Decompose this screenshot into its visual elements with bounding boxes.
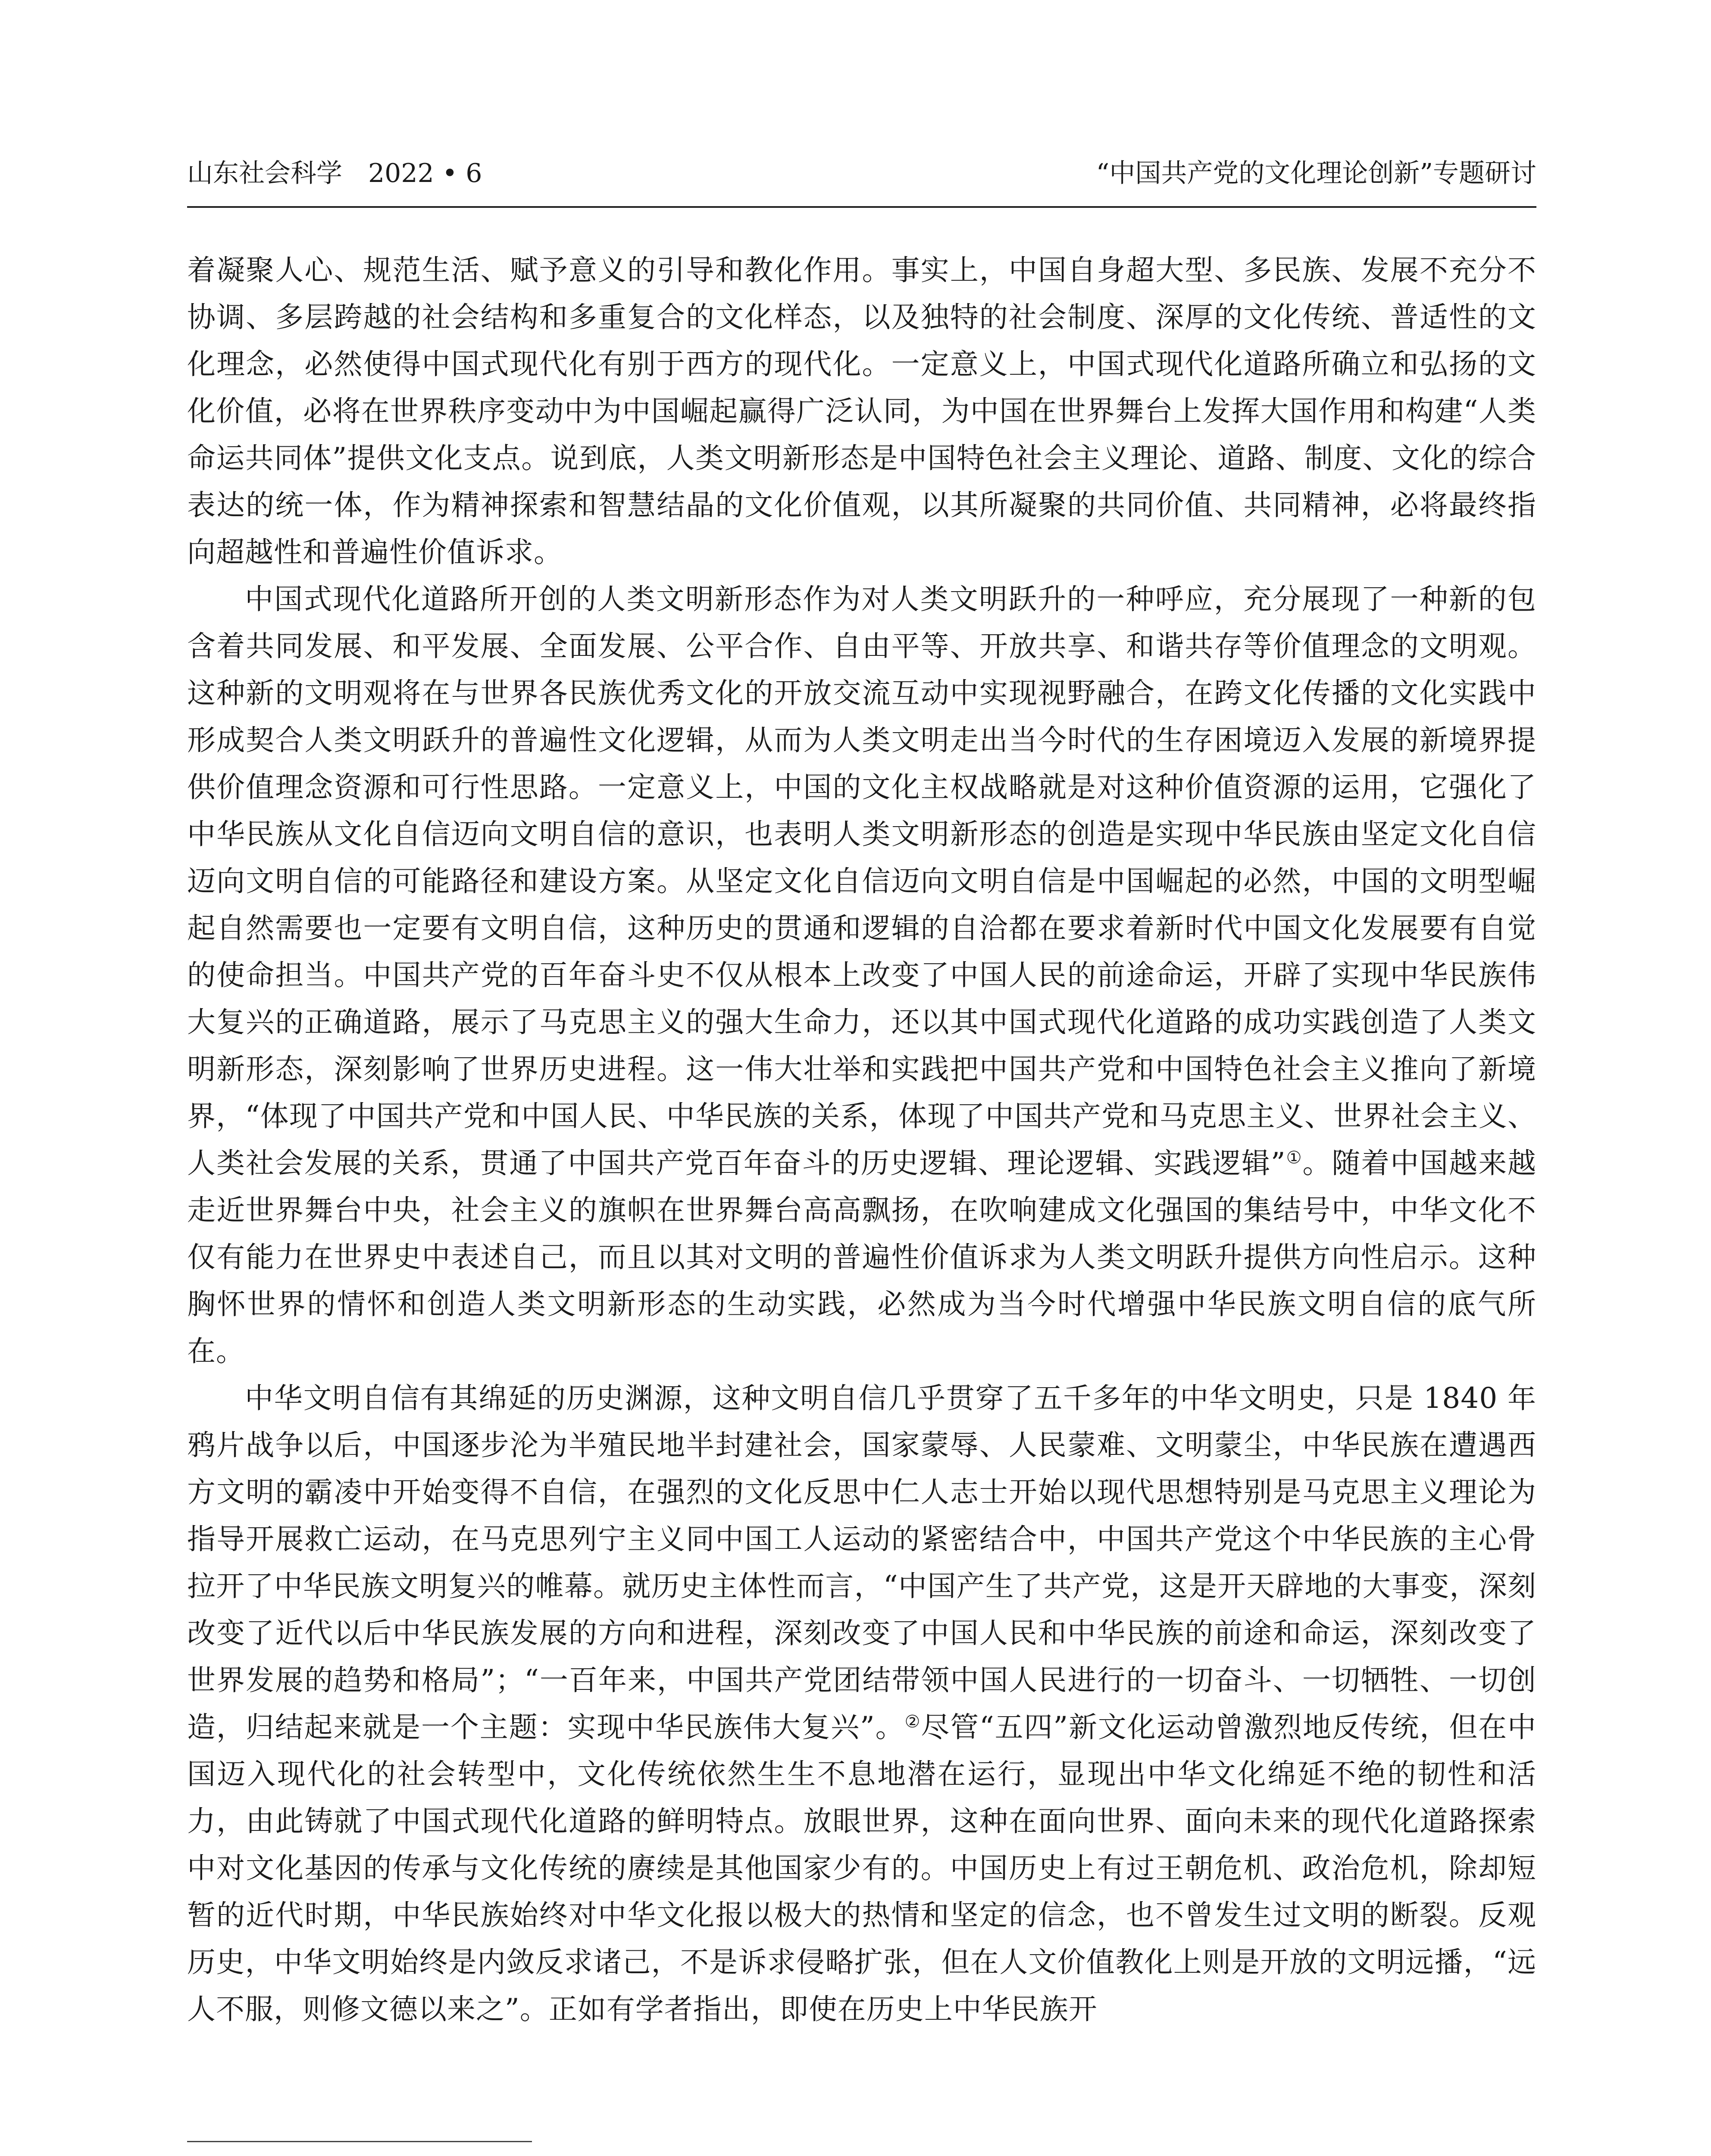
paragraph-3-part-a: 中华文明自信有其绵延的历史渊源，这种文明自信几乎贯穿了五千多年的中华文明史，只是 1840 年鸦片战争以后，中国逐步沦为半殖民地半封建社会，国家蒙辱、人民蒙难、文明蒙尘，中华民族在遭遇西方文明的霸凌中开始变得不自信，在强烈的文化反思中仁人志士开始以现代思想特别是马克思主义理论为指导开展救亡运动，在马克思列宁主义同中国工人运动的紧密结合中，中国共产党这个中华民族的主心骨拉开了中华民族文明复兴的帷幕。就历史主体性而言，“中国产生了共产党，这是开天辟地的大事变，深刻改变了近代以后中华民族发展的方向和进程，深刻改变了中国人民和中华民族的前途和命运，深刻改变了世界发展的趋势和格局”；“一百年来，中国共产党团结带领中国人民进行的一切奋斗、一切牺牲、一切创造，归结起来就是一个主题：实现中华民族伟大复兴”。 [187,1382,1536,1744]
paragraph-3 [187,1375,1536,2033]
paragraph-2-part-a: 中国式现代化道路所开创的人类文明新形态作为对人类文明跃升的一种呼应，充分展现了一种新的包含着共同发展、和平发展、全面发展、公平合作、自由平等、开放共享、和谐共存等价值理念的文明观。这种新的文明观将在与世界各民族优秀文化的开放交流互动中实现视野融合，在跨文化传播的文化实践中形成契合人类文明跃升的普遍性文化逻辑，从而为人类文明走出当今时代的生存困境迈入发展的新境界提供价值理念资源和可行性思路。一定意义上，中国的文化主权战略就是对这种价值资源的运用，它强化了中华民族从文化自信迈向文明自信的意识，也表明人类文明新形态的创造是实现中华民族由坚定文化自信迈向文明自信的可能路径和建设方案。从坚定文化自信迈向文明自信是中国崛起的必然，中国的文明型崛起自然需要也一定要有文明自信，这种历史的贯通和逻辑的自洽都在要求着新时代中国文化发展要有自觉的使命担当。中国共产党的百年奋斗史不仅从根本上改变了中国人民的前途命运，开辟了实现中华民族伟大复兴的正确道路，展示了马克思主义的强大生命力，还以其中国式现代化道路的成功实践创造了人类文明新形态，深刻影响了世界历史进程。这一伟大壮举和实践把中国共产党和中国特色社会主义推向了新境界，“体现了中国共产党和中国人民、中华民族的关系，体现了中国共产党和马克思主义、世界社会主义、人类社会发展的关系，贯通了中国共产党百年奋斗的历史逻辑、理论逻辑、实践逻辑” [187,583,1536,1180]
paragraph-3-part-b: 尽管“五四”新文化运动曾激烈地反传统，但在中国迈入现代化的社会转型中，文化传统依然生生不息地潜在运行，显现出中华文化绵延不绝的韧性和活力，由此铸就了中国式现代化道路的鲜明特点。放眼世界，这种在面向世界、面向未来的现代化道路探索中对文化基因的传承与文化传统的赓续是其他国家少有的。中国历史上有过王朝危机、政治危机，除却短暂的近代时期，中华民族始终对中华文化报以极大的热情和坚定的信念，也不曾发生过文明的断裂。反观历史，中华文明始终是内敛反求诸己，不是诉求侵略扩张，但在人文价值教化上则是开放的文明远播，“远人不服，则修文德以来之”。正如有学者指出，即使在历史上中华民族开 [187,1711,1536,2026]
paragraph-1: 着凝聚人心、规范生活、赋予意义的引导和教化作用。事实上，中国自身超大型、多民族、发展不充分不协调、多层跨越的社会结构和多重复合的文化样态，以及独特的社会制度、深厚的文化传统、普适性的文化理念，必然使得中国式现代化有别于西方的现代化。一定意义上，中国式现代化道路所确立和弘扬的文化价值，必将在世界秩序变动中为中国崛起赢得广泛认同，为中国在世界舞台上发挥大国作用和构建“人类命运共同体”提供文化支点。说到底，人类文明新形态是中国特色社会主义理论、道路、制度、文化的综合表达的统一体，作为精神探索和智慧结晶的文化价值观，以其所凝聚的共同价值、共同精神，必将最终指向超越性和普遍性价值诉求。 [187,254,1536,569]
paragraph-2-part-b: 。随着中国越来越走近世界舞台中央，社会主义的旗帜在世界舞台高高飘扬，在吹响建成文化强国的集结号中，中华文化不仅有能力在世界史中表述自己，而且以其对文明的普遍性价值诉求为人类文明跃升提供方向性启示。这种胸怀世界的情怀和创造人类文明新形态的生动实践，必然成为当今时代增强中华民族文明自信的底气所在。 [187,1147,1537,1368]
running-header [187,156,1536,204]
section-title: “中国共产党的文化理论创新”专题研讨 [1096,158,1536,188]
article-body [187,247,1536,2033]
journal-name: 山东社会科学 2022 • 6 [187,158,482,188]
paragraph-2 [187,576,1536,1375]
footnote-divider [187,2141,532,2142]
footnote-ref-2[interactable]: ② [904,1712,921,1732]
footnote-ref-1[interactable]: ① [1286,1148,1303,1168]
header-divider [187,206,1536,208]
